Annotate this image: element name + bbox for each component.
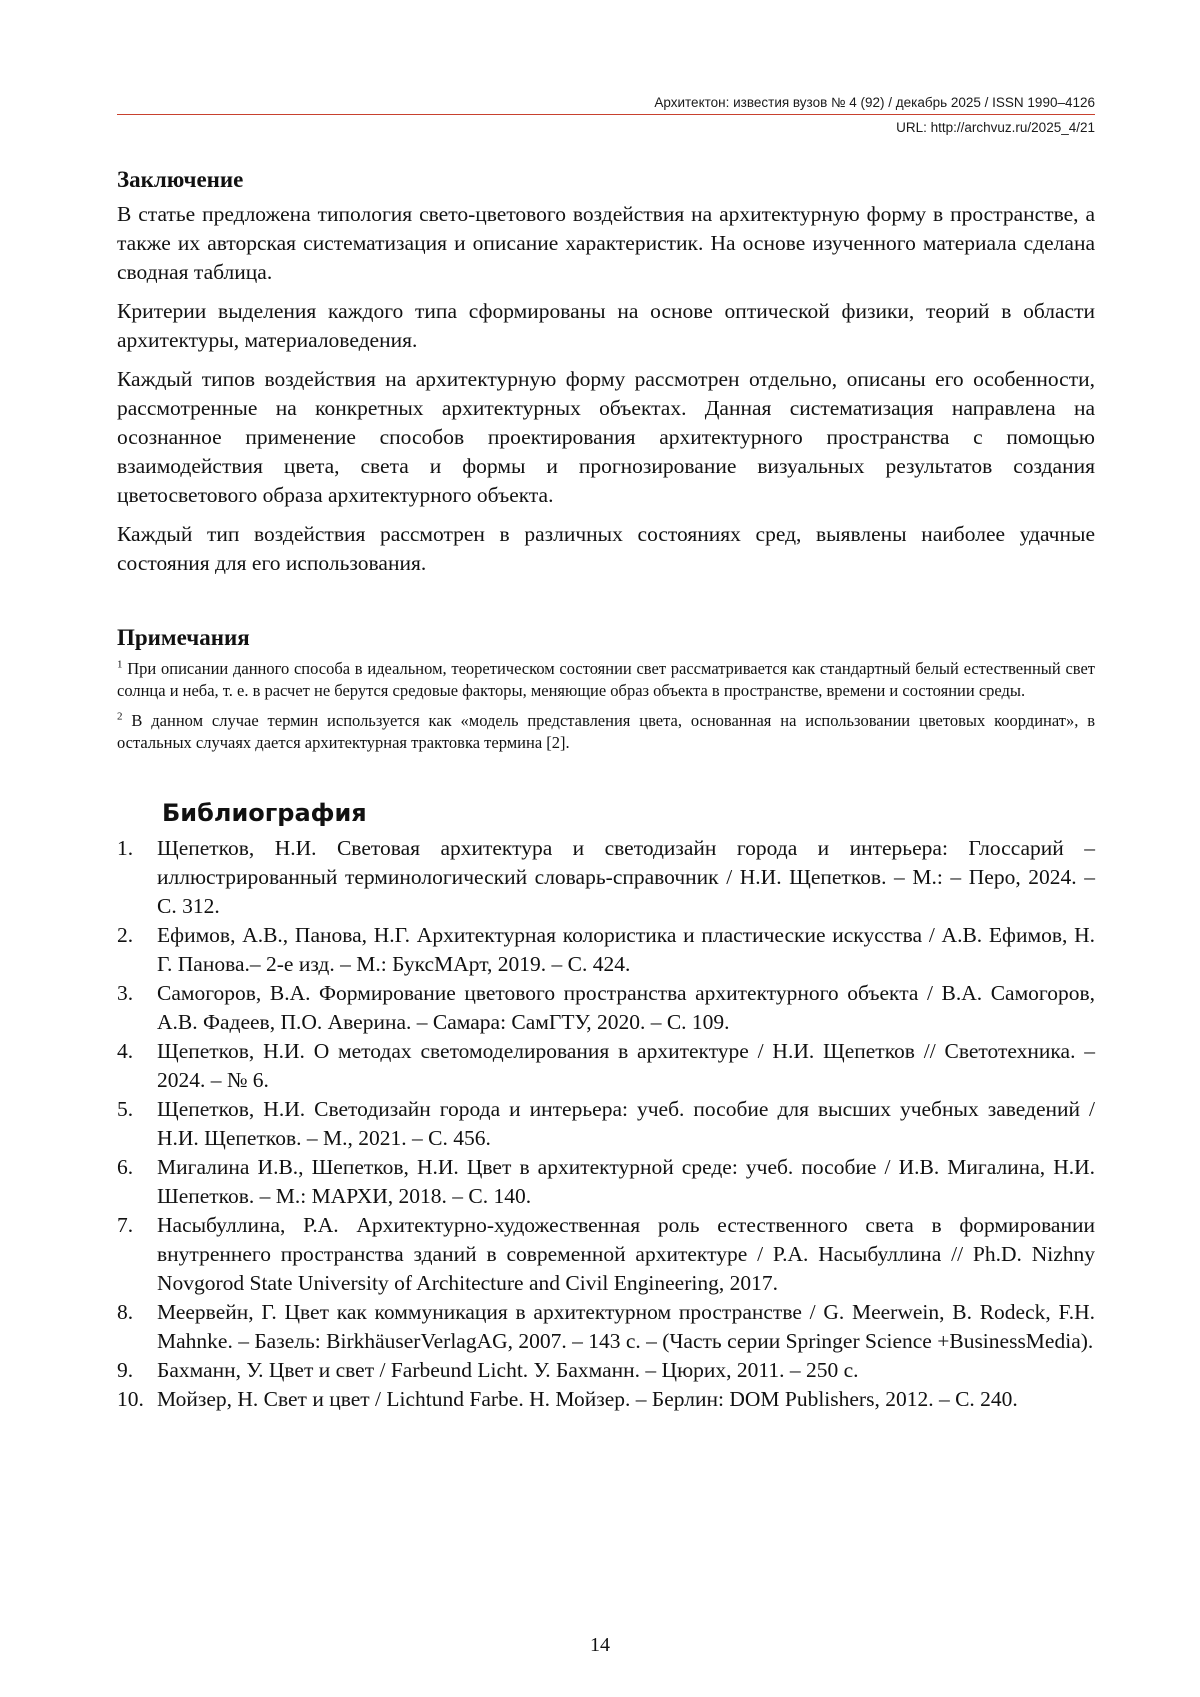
footnote-mark: 1 xyxy=(117,658,123,671)
entry-text: Ефимов, А.В., Панова, Н.Г. Архитектурная колористика и пластические искусства / А.В. Ефимов, Н. Г. Панова.– 2-е изд. – М.: БуксМАрт, 2019. – С. 424. xyxy=(157,923,1095,976)
entry-number: 4. xyxy=(117,1039,134,1063)
bibliography-entry xyxy=(117,1095,1095,1153)
entry-number: 9. xyxy=(117,1358,134,1382)
entry-text: Самогоров, В.А. Формирование цветового пространства архитектурного объекта / В.А. Самогоров, А.В. Фадеев, П.О. Аверина. – Самара: СамГТУ, 2020. – С. 109. xyxy=(157,981,1095,1034)
entry-text: Щепетков, Н.И. О методах светомоделирования в архитектуре / Н.И. Щепетков // Светотехника. – 2024. – № 6. xyxy=(157,1039,1095,1092)
entry-text: Щепетков, Н.И. Светодизайн города и интерьера: учеб. пособие для высших учебных заведений / Н.И. Щепетков. – М., 2021. – С. 456. xyxy=(157,1097,1095,1150)
entry-number: 1. xyxy=(117,836,134,860)
bibliography-entry xyxy=(117,1037,1095,1095)
footnote xyxy=(117,658,1095,702)
journal-info: Архитектон: известия вузов № 4 (92) / декабрь 2025 / ISSN 1990–4126 xyxy=(654,95,1095,110)
conclusion-paragraph: Каждый типов воздействия на архитектурную форму рассмотрен отдельно, описаны его особенности, рассмотренные на конкретных архитектурных объектах. Данная систематизация направлена на осознанное применение способов проектирования архитектурного пространства с помощью взаимодействия цвета, света и формы и прогнозирование визуальных результатов создания цветосветового образа архитектурного объекта. xyxy=(117,367,1095,507)
bibliography-entry xyxy=(117,834,1095,921)
footnote-text: При описании данного способа в идеальном, теоретическом состоянии свет рассматривается как стандартный белый естественный свет солнца и неба, т. е. в расчет не берутся средовые факторы, меняющие образ объекта в пространстве, времени и состоянии среды. xyxy=(117,659,1096,700)
entry-text: Мигалина И.В., Шепетков, Н.И. Цвет в архитектурной среде: учеб. пособие / И.В. Мигалина, Н.И. Шепетков. – М.: МАРХИ, 2018. – С. 140. xyxy=(157,1155,1095,1208)
entry-number: 7. xyxy=(117,1213,134,1237)
entry-text: Меервейн, Г. Цвет как коммуникация в архитектурном пространстве / G. Meerwein, B. Rodeck, F.H. Mahnke. – Базель: BirkhäuserVerlagAG, 2007. – 143 с. – (Часть серии Springer Science +BusinessMedia). xyxy=(157,1300,1095,1353)
footnote xyxy=(117,710,1095,754)
article-url: URL: http://archvuz.ru/2025_4/21 xyxy=(896,120,1095,135)
header-rule xyxy=(117,114,1095,115)
bibliography-entry xyxy=(117,979,1095,1037)
notes-heading: Примечания xyxy=(117,625,250,650)
bibliography-heading: Библиография xyxy=(162,799,367,827)
running-header xyxy=(117,95,1095,136)
entry-number: 2. xyxy=(117,923,134,947)
footnote-text: В данном случае термин используется как «модель представления цвета, основанная на использовании цветовых координат», в остальных случаях дается архитектурная трактовка термина [2]. xyxy=(117,711,1096,752)
entry-text: Щепетков, Н.И. Световая архитектура и светодизайн города и интерьера: Глоссарий – иллюстрированный терминологический словарь-справочник / Н.И. Щепетков. – М.: – Перо, 2024. – С. 312. xyxy=(157,836,1095,918)
notes-section xyxy=(117,624,1095,754)
page-number: 14 xyxy=(590,1634,610,1656)
footnote-mark: 2 xyxy=(117,710,123,723)
bibliography-entry xyxy=(117,1356,1095,1385)
bibliography-entry xyxy=(117,1211,1095,1298)
entry-number: 3. xyxy=(117,981,134,1005)
entry-number: 6. xyxy=(117,1155,134,1179)
entry-text: Насыбуллина, Р.А. Архитектурно-художественная роль естественного света в формировании внутреннего пространства зданий в современной архитектуре / Р.А. Насыбуллина // Ph.D. Nizhny Novgorod State University of Architecture and Civil Engineering, 2017. xyxy=(157,1213,1095,1295)
bibliography-entry xyxy=(117,1385,1095,1414)
bibliography-list xyxy=(117,834,1095,1414)
conclusion-heading: Заключение xyxy=(117,167,244,192)
article-body xyxy=(117,166,1095,1414)
entry-number: 10. xyxy=(117,1387,144,1411)
entry-number: 5. xyxy=(117,1097,134,1121)
entry-text: Бахманн, У. Цвет и свет / Farbeund Licht. У. Бахманн. – Цюрих, 2011. – 250 с. xyxy=(157,1358,859,1382)
entry-number: 8. xyxy=(117,1300,134,1324)
conclusion-paragraph: В статье предложена типология свето-цветового воздействия на архитектурную форму в пространстве, а также их авторская систематизация и описание характеристик. На основе изученного материала сделана сводная таблица. xyxy=(117,202,1095,284)
entry-text: Мойзер, Н. Свет и цвет / Lichtund Farbe. Н. Мойзер. – Берлин: DOM Publishers, 2012. – С. 240. xyxy=(157,1387,1018,1411)
conclusion-paragraph: Каждый тип воздействия рассмотрен в различных состояниях сред, выявлены наиболее удачные состояния для его использования. xyxy=(117,522,1095,575)
bibliography-entry xyxy=(117,1298,1095,1356)
conclusion-paragraph: Критерии выделения каждого типа сформированы на основе оптической физики, теорий в области архитектуры, материаловедения. xyxy=(117,299,1095,352)
bibliography-entry xyxy=(117,921,1095,979)
bibliography-section xyxy=(117,798,1095,1414)
bibliography-entry xyxy=(117,1153,1095,1211)
conclusion-section xyxy=(117,166,1095,578)
